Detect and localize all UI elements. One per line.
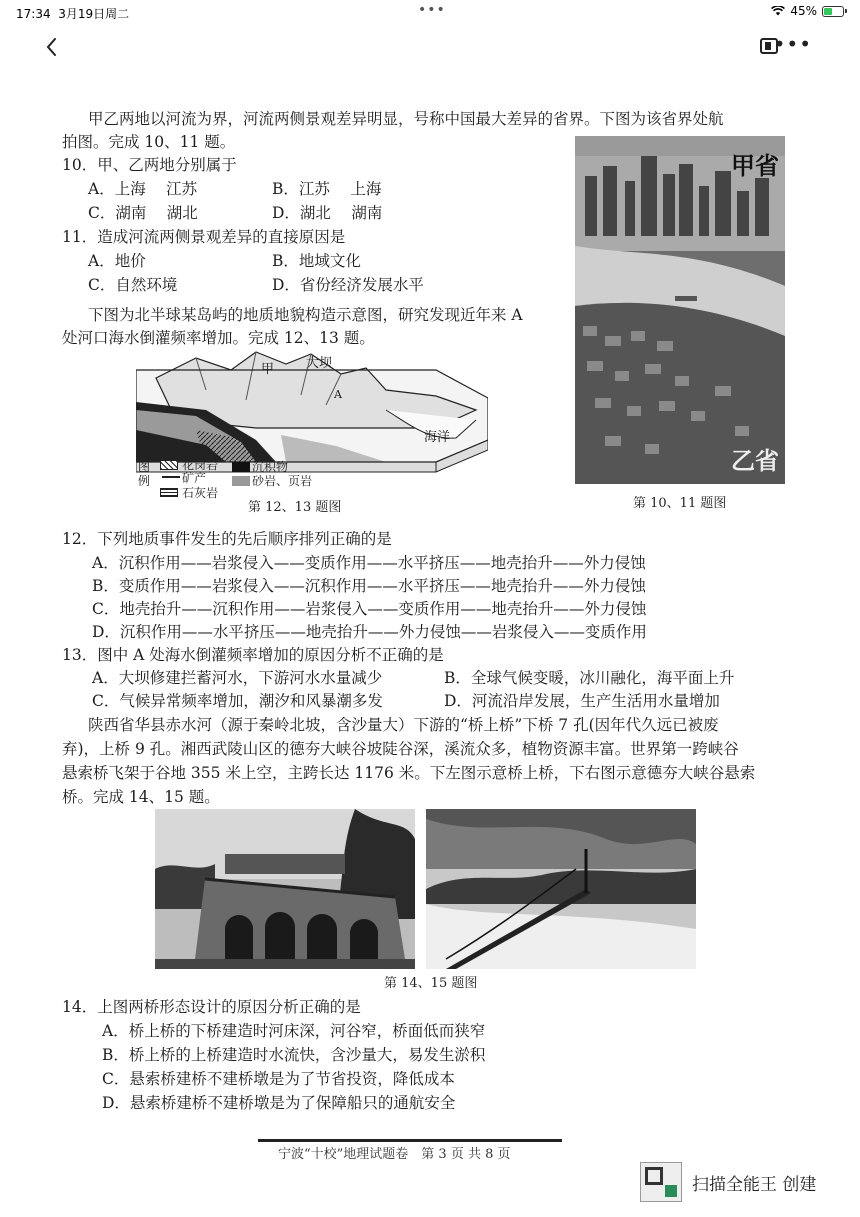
question-10-stem: 10．甲、乙两地分别属于 xyxy=(62,156,237,174)
page-footer: 宁波“十校”地理试题卷 第 3 页 共 8 页 xyxy=(278,1147,511,1162)
question-13-stem: 13．图中 A 处海水倒灌频率增加的原因分析不正确的是 xyxy=(62,646,444,664)
status-indicators xyxy=(771,4,844,18)
q13-option-d: D．河流沿岸发展，生产生活用水量增加 xyxy=(444,692,720,710)
q10-option-a: A．上海 江苏 xyxy=(88,180,198,198)
suspension-bridge-drawing xyxy=(426,809,696,969)
caption-10-11: 第 10、11 题图 xyxy=(633,496,727,511)
q13-option-b: B．全球气候变暖，冰川融化，海平面上升 xyxy=(444,669,735,687)
status-time: 17:34 3月19日周二 xyxy=(16,7,130,21)
battery-percent: 45% xyxy=(790,4,817,18)
legend-swatch-granite xyxy=(160,460,178,470)
intro-10-11-line1: 甲乙两地以河流为界，河流两侧景观差异明显，号称中国最大差异的省界。下图为该省界处航 xyxy=(88,110,724,128)
legend-mineral: 矿产 xyxy=(182,471,207,485)
q14-option-c: C．悬索桥建桥不建桥墩是为了节省投资，降低成本 xyxy=(102,1070,455,1088)
question-11-stem: 11．造成河流两侧景观差异的直接原因是 xyxy=(62,228,346,246)
q10-option-c: C．湖南 湖北 xyxy=(88,204,198,222)
q12-option-c: C．地壳抬升——沉积作用——岩浆侵入——变质作用——地壳抬升——外力侵蚀 xyxy=(92,600,647,618)
more-options-icon[interactable]: ••• xyxy=(773,32,812,56)
status-bar xyxy=(0,0,860,24)
q14-option-a: A．桥上桥的下桥建造时河床深，河谷窄，桥面低而狭窄 xyxy=(102,1022,486,1040)
label-yi-province: 乙省 xyxy=(731,447,779,475)
label-dam: 大坝 xyxy=(306,356,333,371)
label-jia: 甲 xyxy=(261,362,275,377)
intro-10-11-line2: 拍图。完成 10、11 题。 xyxy=(62,133,236,151)
suspension-bridge-photo xyxy=(426,809,696,969)
page-bottom-rule xyxy=(258,1139,562,1142)
label-ocean: 海洋 xyxy=(424,430,451,445)
intro-14-15-line4: 桥。完成 14、15 题。 xyxy=(62,788,220,806)
intro-14-15-line1: 陕西省华县赤水河（源于秦岭北坡，含沙量大）下游的“桥上桥”下桥 7 孔(因年代久远已被废 xyxy=(88,716,719,734)
q13-option-a: A．大坝修建拦蓄河水，下游河水水量减少 xyxy=(92,669,383,687)
intro-12-13-line2: 处河口海水倒灌频率增加。完成 12、13 题。 xyxy=(62,329,375,347)
scanned-page xyxy=(0,68,860,1217)
battery-level xyxy=(824,8,832,15)
q12-option-d: D．沉积作用——水平挤压——地壳抬升——外力侵蚀——岩浆侵入——变质作用 xyxy=(92,623,647,641)
q14-option-d: D．悬索桥建桥不建桥墩是为了保障船只的通航安全 xyxy=(102,1094,456,1112)
legend-swatch-sediment xyxy=(232,462,250,472)
stone-arch-bridge-drawing xyxy=(155,809,415,969)
aerial-photo-drawing xyxy=(575,136,785,484)
scanner-watermark xyxy=(640,1162,816,1202)
legend-swatch-limestone xyxy=(160,488,178,497)
legend-sandstone: 砂岩、页岩 xyxy=(252,474,313,488)
q10-option-b: B．江苏 上海 xyxy=(272,180,382,198)
legend-sediment: 沉积物 xyxy=(252,460,289,474)
back-chevron-icon[interactable] xyxy=(40,35,64,59)
legend-title: 图例 xyxy=(138,460,151,488)
q11-option-d: D．省份经济发展水平 xyxy=(272,276,424,294)
intro-14-15-line3: 悬索桥飞架于谷地 355 米上空，主跨长达 1176 米。下左图示意桥上桥，下右图示意德夯大峡谷悬索 xyxy=(62,764,756,782)
nav-bar xyxy=(0,28,860,68)
bridge-on-bridge-photo xyxy=(155,809,415,969)
q10-option-d: D．湖北 湖南 xyxy=(272,204,383,222)
q12-option-a: A．沉积作用——岩浆侵入——变质作用——水平挤压——地壳抬升——外力侵蚀 xyxy=(92,554,646,572)
intro-14-15-line2: 弃)，上桥 9 孔。湘西武陵山区的德夯大峡谷坡陡谷深，溪流众多，植物资源丰富。世界第一跨峡谷 xyxy=(62,740,739,758)
legend-swatch-sandstone xyxy=(232,476,250,486)
question-14-stem: 14．上图两桥形态设计的原因分析正确的是 xyxy=(62,998,361,1016)
intro-12-13-line1: 下图为北半球某岛屿的地质地貌构造示意图，研究发现近年来 A xyxy=(88,306,523,324)
question-12-stem: 12．下列地质事件发生的先后顺序排列正确的是 xyxy=(62,530,392,548)
legend-granite: 花岗岩 xyxy=(182,458,219,472)
label-jia-province: 甲省 xyxy=(731,152,779,180)
label-point-a: A xyxy=(334,388,342,401)
q14-option-b: B．桥上桥的上桥建造时水流快，含沙量大，易发生淤积 xyxy=(102,1046,486,1064)
watermark-text: 扫描全能王 创建 xyxy=(692,1174,817,1195)
qr-code-icon xyxy=(640,1162,682,1202)
q13-option-c: C．气候异常频率增加，潮汐和风暴潮多发 xyxy=(92,692,383,710)
caption-12-13: 第 12、13 题图 xyxy=(248,500,342,515)
multitask-dots[interactable]: ••• xyxy=(418,2,446,18)
q12-option-b: B．变质作用——岩浆侵入——沉积作用——水平挤压——地壳抬升——外力侵蚀 xyxy=(92,577,646,595)
caption-14-15: 第 14、15 题图 xyxy=(384,976,478,991)
battery-icon xyxy=(822,6,844,17)
aerial-border-photo xyxy=(575,136,785,484)
legend-swatch-mineral xyxy=(162,476,180,482)
legend-limestone: 石灰岩 xyxy=(182,486,219,500)
q11-option-a: A．地价 xyxy=(88,252,146,270)
q11-option-c: C．自然环境 xyxy=(88,276,178,294)
wifi-icon xyxy=(771,6,785,16)
q11-option-b: B．地域文化 xyxy=(272,252,361,270)
